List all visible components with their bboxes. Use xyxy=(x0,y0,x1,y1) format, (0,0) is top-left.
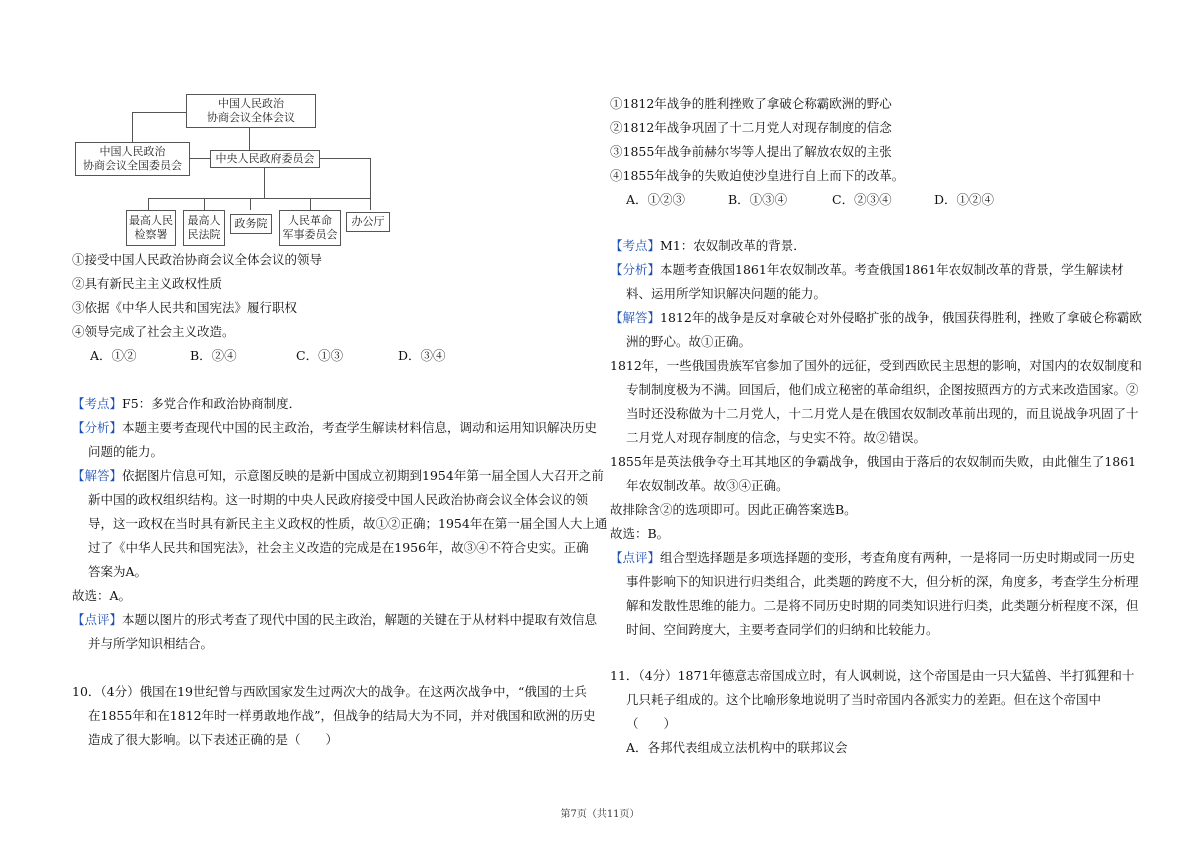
choice-d: D．③④ xyxy=(398,348,446,363)
paragraph-cont: 专制制度极为不满。回国后，他们成立秘密的革命组织，企图按照西方的方式来改造国家。② xyxy=(626,382,1139,397)
question-10-cont: 在1855年和在1812年时一样勇敢地作战”，但战争的结局大为不同，并对俄国和欧洲的历史 xyxy=(88,708,596,723)
dianping-tag: 【点评】 xyxy=(610,550,661,565)
dianping xyxy=(72,612,597,628)
connector xyxy=(264,168,265,198)
paragraph-cont: 当时还没称做为十二月党人，十二月党人是在俄国农奴制改革前出现的，而且说战争巩固了十 xyxy=(626,406,1139,421)
question-11: 11．（4分）1871年德意志帝国成立时，有人讽刺说，这个帝国是由一只大猛兽、半打狐狸和十 xyxy=(610,668,1135,683)
paragraph: 故排除含②的选项即可。因此正确答案选B。 xyxy=(610,502,857,517)
choice-a: A．①② xyxy=(90,348,137,363)
option-3: ③依据《中华人民共和国宪法》履行职权 xyxy=(72,300,298,315)
option-4: ④领导完成了社会主义改造。 xyxy=(72,324,235,339)
option-3: ③1855年战争前赫尔岑等人提出了解放农奴的主张 xyxy=(610,144,892,159)
paragraph-cont: 二月党人对现存制度的信念，与史实不符。故②错误。 xyxy=(626,430,927,445)
question-10: 10．（4分）俄国在19世纪曾与西欧国家发生过两次大的战争。在这两次战争中，“俄国的士兵 xyxy=(72,684,587,699)
jieda-text: 依据图片信息可知，示意图反映的是新中国成立初期到1954年第一届全国人大召开之前 xyxy=(122,468,604,483)
question-10-cont: 造成了很大影响。以下表述正确的是（ ） xyxy=(88,732,339,747)
connector xyxy=(190,158,212,159)
fenxi xyxy=(72,420,597,436)
jieda-text: 1812年的战争是反对拿破仑对外侵略扩张的战争，俄国获得胜利，挫败了拿破仑称霸欧 xyxy=(660,310,1142,325)
diagram-box-child: 办公厅 xyxy=(346,212,390,232)
diagram-box-child: 政务院 xyxy=(230,214,272,234)
choice-a: A．①②③ xyxy=(626,192,686,207)
connector xyxy=(370,158,371,210)
question-11-cont: 几只耗子组成的。这个比喻形象地说明了当时帝国内各派实力的差距。但在这个帝国中 xyxy=(626,692,1102,707)
fenxi-cont: 料、运用所学知识解决问题的能力。 xyxy=(626,286,827,301)
jieda-tag: 【解答】 xyxy=(72,468,123,483)
option-1: ①接受中国人民政治协商会议全体会议的领导 xyxy=(72,252,323,267)
jieda-tag: 【解答】 xyxy=(610,310,661,325)
paragraph: 1855年是英法俄争夺土耳其地区的争霸战争，俄国由于落后的农奴制而失败，由此催生了1861 xyxy=(610,454,1137,469)
connector xyxy=(148,198,370,199)
dianping-tag: 【点评】 xyxy=(72,612,123,627)
fenxi-text: 本题主要考查现代中国的民主政治，考查学生解读材料信息，调动和运用知识解决历史 xyxy=(122,420,598,435)
jieda-cont: 答案为A。 xyxy=(88,564,148,579)
choice-c: C．①③ xyxy=(296,348,344,363)
choice-d: D．①②④ xyxy=(934,192,995,207)
paragraph: 1812年，一些俄国贵族军官参加了国外的远征，受到西欧民主思想的影响，对国内的农奴制度和 xyxy=(610,358,1142,373)
jieda-cont: 过了《中华人民共和国宪法》，社会主义改造的完成是在1956年，故③④不符合史实。正确 xyxy=(88,540,589,555)
fenxi-tag: 【分析】 xyxy=(72,420,123,435)
dianping-cont: 解和发散性思维的能力。二是将不同历史时期的同类知识进行归类，此类题分析程度不深，但 xyxy=(626,598,1139,613)
connector xyxy=(204,198,205,210)
dianping-cont: 并与所学知识相结合。 xyxy=(88,636,214,651)
dianping-text: 组合型选择题是多项选择题的变形，考查角度有两种，一是将同一历史时期或同一历史 xyxy=(660,550,1136,565)
diagram-box-top: 中国人民政治 协商会议全体会议 xyxy=(186,94,316,128)
diagram-box-child: 最高人 民法院 xyxy=(183,210,225,246)
diagram-box-child: 人民革命 军事委员会 xyxy=(279,210,341,246)
choice-c: C．②③④ xyxy=(832,192,892,207)
option-2: ②具有新民主主义政权性质 xyxy=(72,276,223,291)
dianping-text: 本题以图片的形式考查了现代中国的民主政治，解题的关键在于从材料中提取有效信息 xyxy=(122,612,598,627)
connector xyxy=(132,112,133,142)
option-4: ④1855年战争的失败迫使沙皇进行自上而下的改革。 xyxy=(610,168,905,183)
fenxi xyxy=(610,262,1124,278)
fenxi-text: 本题考查俄国1861年农奴制改革。考查俄国1861年农奴制改革的背景，学生解读材 xyxy=(660,262,1124,277)
question-11-cont: （ ） xyxy=(626,716,677,731)
page-number: 第7页（共11页） xyxy=(560,809,640,820)
kaodian-tag: 【考点】 xyxy=(610,238,661,253)
kaodian xyxy=(610,238,806,254)
diagram-box-center: 中央人民政府委员会 xyxy=(210,150,320,168)
option-1: ①1812年战争的胜利挫败了拿破仑称霸欧洲的野心 xyxy=(610,96,892,111)
kaodian-text: F5：多党合作和政治协商制度． xyxy=(122,396,302,411)
diagram-box-left: 中国人民政治 协商会议全国委员会 xyxy=(75,142,190,176)
kaodian-text: M1：农奴制改革的背景． xyxy=(660,238,806,253)
dianping xyxy=(610,550,1135,566)
dianping-cont: 事件影响下的知识进行归类组合，此类题的跨度不大，但分析的深，角度多，考查学生分析理 xyxy=(626,574,1139,589)
diagram-box-child: 最高人民 检察署 xyxy=(126,210,176,246)
connector xyxy=(148,198,149,210)
jieda-cont: 洲的野心。故①正确。 xyxy=(626,334,752,349)
option-2: ②1812年战争巩固了十二月党人对现存制度的信念 xyxy=(610,120,892,135)
question-11-option-a: A．各邦代表组成立法机构中的联邦议会 xyxy=(626,740,848,755)
kaodian xyxy=(72,396,301,412)
jieda xyxy=(72,468,604,484)
fenxi-cont: 问题的能力。 xyxy=(88,444,164,459)
connector xyxy=(318,158,370,159)
dianping-cont: 时间、空间跨度大，主要考查同学们的归纳和比较能力。 xyxy=(626,622,939,637)
jieda xyxy=(610,310,1142,326)
choice-b: B．①③④ xyxy=(728,192,788,207)
jieda-cont: 导，这一政权在当时具有新民主主义政权的性质，故①②正确；1954年在第一届全国人大上通 xyxy=(88,516,608,531)
choice-b: B．②④ xyxy=(190,348,237,363)
paragraph-cont: 年农奴制改革。故③④正确。 xyxy=(626,478,789,493)
connector xyxy=(132,112,186,113)
fenxi-tag: 【分析】 xyxy=(610,262,661,277)
kaodian-tag: 【考点】 xyxy=(72,396,123,411)
connector xyxy=(310,198,311,210)
answer: 故选：B。 xyxy=(610,526,670,541)
jieda-cont: 新中国的政权组织结构。这一时期的中央人民政府接受中国人民政治协商会议全体会议的领 xyxy=(88,492,589,507)
connector xyxy=(250,198,251,210)
answer: 故选：A。 xyxy=(72,588,132,603)
